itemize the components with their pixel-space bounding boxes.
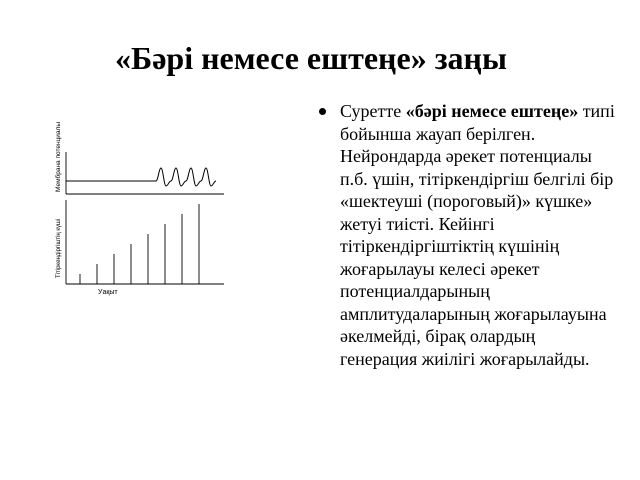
all-or-none-diagram — [46, 122, 226, 298]
stimulus-bars — [80, 204, 199, 284]
bullet-text-intro: Суретте — [340, 101, 406, 121]
membrane-potential-label: Мембрана потенциалы — [55, 122, 62, 192]
slide-title: «Бәрі немесе ештеңе» заңы — [115, 40, 507, 76]
all-or-none-figure — [46, 122, 226, 298]
bullet-item — [316, 100, 616, 370]
membrane-potential-trace — [66, 168, 216, 186]
bullet-text-rest: типі бойынша жауап берілген. Нейрондарда әрекет потенциалы п.б. үшін, тітіркендіргіш белгілі бір «шектеуші (пороговый)» күшке» жетуі тиісті. Кейінгі тітіркендіргіштіктің күшінің жоғарылауы келесі әрекет потенциалдарының амплитудаларының жоғарылауына әкелмейді, бірақ олардың генерация жиілігі жоғарылайды. — [340, 101, 615, 369]
bullet-dot-icon — [319, 108, 326, 115]
time-axis-label: Уақыт — [98, 289, 118, 296]
bullet-list — [316, 100, 616, 370]
stimulus-strength-label: Тітіркендіргіштің күші — [56, 218, 62, 278]
bullet-text-emphasis: «бәрі немесе ештеңе» — [405, 101, 579, 121]
